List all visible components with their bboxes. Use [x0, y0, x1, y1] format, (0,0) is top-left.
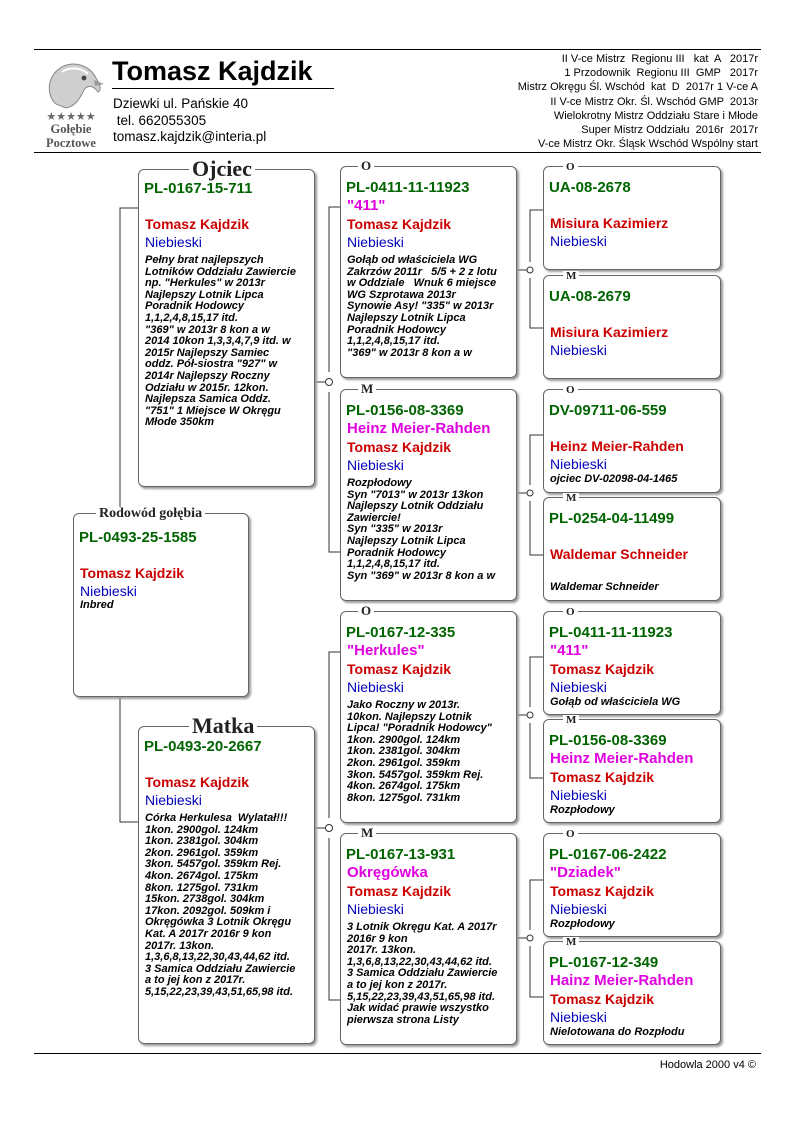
- breeder-name: Tomasz Kajdzik: [347, 661, 451, 677]
- pigeon-name: "411": [347, 197, 386, 214]
- ring-number: PL-0493-20-2667: [144, 738, 262, 755]
- female-label: M: [563, 937, 579, 948]
- breeder-name: Misiura Kazimierz: [550, 215, 669, 231]
- pigeon-card-subject[interactable]: [73, 513, 249, 697]
- pigeon-name: Heinz Meier-Rahden: [550, 750, 694, 767]
- ring-number: UA-08-2678: [549, 179, 631, 196]
- ring-number: PL-0167-06-2422: [549, 846, 667, 863]
- pigeon-card-mmf[interactable]: [543, 833, 721, 937]
- ring-number: PL-0167-15-711: [144, 180, 253, 197]
- pigeon-color: [550, 563, 720, 581]
- father-label: Ojciec: [189, 158, 255, 180]
- pigeon-card-fmf[interactable]: [543, 389, 721, 493]
- pigeon-color: Niebieski: [550, 901, 607, 917]
- pigeon-description: Jako Roczny w 2013r. 10kon. Najlepszy Lotnik Lipca! "Poradnik Hodowcy" 1kon. 2900gol. 124km 1kon. 2381gol. 304km 2kon. 2961gol. 359km 3kon. 5457gol. 359km Rej. 4kon. 2674gol. 175km 8kon. 1275gol. 731km: [347, 699, 492, 804]
- pigeon-name: [544, 197, 720, 214]
- pigeon-description: ojciec DV-02098-04-1465: [550, 473, 678, 485]
- ring-number: PL-0411-11-11923: [549, 624, 673, 641]
- ring-number: DV-09711-06-559: [549, 402, 667, 419]
- owner-email: tomasz.kajdzik@interia.pl: [113, 129, 267, 144]
- pigeon-description: Córka Herkulesa Wylatał!!! 1kon. 2900gol. 124km 1kon. 2381gol. 304km 2kon. 2961gol. 359km 3kon. 5457gol. 359km Rej. 4kon. 2674gol. 175km 8kon. 1275gol. 731km 15kon. 2738gol. 304km 17kon. 2092gol. 509km i Okręgówka 3 Lotnik Okręgu Kat. A 2017r 2016r 9 kon 2017r. 13kon. 1,3,6,8,13,22,30,43,44,62 itd. 3 Samica Oddziału Zawiercie a to jej kon z 2017r. 5,15,22,23,39,43,51,65,98 itd.: [145, 812, 296, 998]
- pigeon-color: Niebieski: [550, 679, 607, 695]
- pigeon-name: [544, 306, 720, 323]
- pigeon-color: Niebieski: [145, 234, 202, 250]
- pigeon-color: Niebieski: [550, 342, 607, 358]
- pigeon-name: Heinz Meier-Rahden: [347, 420, 491, 437]
- female-label: M: [563, 271, 579, 282]
- pigeon-card-mmm[interactable]: [543, 941, 721, 1045]
- pigeon-name: "Dziadek": [550, 864, 621, 881]
- svg-text:★★★★★: ★★★★★: [46, 110, 96, 123]
- pigeon-description: Pełny brat najlepszych Lotników Oddziału Zawiercie np. "Herkules" w 2013r Najlepszy Lotnik Lipca Poradnik Hodowcy 1,1,2,4,8,15,17 itd. "369" w 2013r 8 kon a w 2014 10kon 1,3,3,4,7,9 itd. w 2015r Najlepszy Samiec oddz. Pół-siostra "927" w 2014r Najlepszy Roczny Odziału w 2015r. 12kon. Najlepsza Samica Oddz. "751" 1 Miejsce W Okręgu Młode 350km: [145, 254, 296, 429]
- breeder-name: Tomasz Kajdzik: [347, 216, 451, 232]
- pigeon-color: Niebieski: [550, 1009, 607, 1025]
- footer-rule: [34, 1053, 761, 1054]
- ring-number: PL-0156-08-3369: [549, 732, 667, 749]
- breeder-name: Tomasz Kajdzik: [550, 991, 654, 1007]
- breeder-name: Tomasz Kajdzik: [80, 565, 184, 581]
- pigeon-card-mfm[interactable]: [543, 719, 721, 823]
- ring-number: PL-0411-11-11923: [346, 179, 470, 196]
- pigeon-name: Okręgówka: [347, 864, 428, 881]
- subject-label: Rodowód gołębia: [96, 507, 205, 521]
- pigeon-name: [544, 420, 720, 437]
- breeder-name: Tomasz Kajdzik: [145, 774, 249, 790]
- female-label: M: [563, 493, 579, 504]
- breeder-titles: II V-ce Mistrz Regionu III kat A 2017r 1 Przodownik Regionu III GMP 2017r Mistrz Okręgu Śl. Wschód kat D 2017r 1 V-ce A II V-ce Mistrz Okr. Śl. Wschód GMP 2013r Wielokrotny Mistrz Oddziału Stare i Młode Super Mistrz Oddziału 2016r 2017r V-ce Mistrz Okr. Śląsk Wschód Wspólny start: [517, 53, 758, 151]
- ring-number: PL-0167-12-349: [549, 954, 659, 971]
- pigeon-description: Rozpłodowy Syn "7013" w 2013r 13kon Najlepszy Lotnik Oddziału Zawiercie! Syn "335" w 2013r Najlepszy Lotnik Lipca Poradnik Hodowcy 1,1,2,4,8,15,17 itd. Syn "369" w 2013r 8 kon a w: [347, 477, 496, 582]
- breeder-name: Tomasz Kajdzik: [550, 661, 654, 677]
- ring-number: PL-0167-13-931: [346, 846, 456, 863]
- pigeon-color: Niebieski: [347, 901, 404, 917]
- pigeon-description: Rozpłodowy: [550, 804, 615, 816]
- male-label: O: [563, 607, 578, 618]
- male-label: O: [563, 829, 578, 840]
- pigeon-card-mother[interactable]: [138, 726, 315, 1044]
- pigeon-color: Niebieski: [347, 457, 404, 473]
- pigeon-card-ffm[interactable]: [543, 275, 721, 379]
- female-label: M: [563, 715, 579, 726]
- breeder-name: Tomasz Kajdzik: [550, 769, 654, 785]
- pigeon-description: Gołąb od właściciela WG: [550, 696, 681, 708]
- pigeon-name: "411": [550, 642, 589, 659]
- owner-name: Tomasz Kajdzik: [112, 54, 334, 89]
- male-label: O: [563, 162, 578, 173]
- pigeon-color: Niebieski: [550, 233, 607, 249]
- mother-label: Matka: [189, 715, 257, 737]
- pigeon-card-mother-father[interactable]: [340, 611, 517, 823]
- ring-number: PL-0167-12-335: [346, 624, 456, 641]
- pigeon-color: Niebieski: [347, 234, 404, 250]
- pigeon-card-mother-mother[interactable]: [340, 833, 517, 1045]
- ring-number: PL-0254-04-11499: [549, 510, 675, 527]
- pigeon-card-father-mother[interactable]: [340, 389, 517, 601]
- ring-number: UA-08-2679: [549, 288, 631, 305]
- logo-text: Gołębie Pocztowe: [46, 122, 96, 150]
- ring-number: PL-0156-08-3369: [346, 402, 464, 419]
- pigeon-name: [139, 198, 314, 215]
- pigeon-color: Niebieski: [145, 792, 202, 808]
- pigeon-name: [139, 756, 314, 773]
- pigeon-card-fff[interactable]: [543, 166, 721, 270]
- male-label: O: [358, 604, 374, 618]
- breeder-name: Tomasz Kajdzik: [145, 216, 249, 232]
- pigeon-card-father[interactable]: [138, 169, 315, 487]
- breeder-name: Tomasz Kajdzik: [347, 439, 451, 455]
- pigeon-description: Inbred: [80, 599, 114, 611]
- owner-address: Dziewki ul. Pańskie 40: [113, 96, 249, 111]
- breeder-name: Waldemar Schneider: [550, 546, 688, 562]
- pigeon-color: Niebieski: [550, 787, 607, 803]
- ring-number: PL-0493-25-1585: [79, 529, 197, 546]
- breeder-name: Heinz Meier-Rahden: [550, 438, 684, 454]
- pigeon-description: Waldemar Schneider: [550, 581, 659, 593]
- female-label: M: [358, 826, 376, 840]
- pigeon-card-fmm[interactable]: [543, 497, 721, 601]
- pigeon-color: Niebieski: [80, 583, 137, 599]
- pigeon-card-father-father[interactable]: [340, 166, 517, 378]
- pigeon-description: Nielotowana do Rozpłodu: [550, 1026, 685, 1038]
- pigeon-name: "Herkules": [347, 642, 425, 659]
- female-label: M: [358, 382, 376, 396]
- pigeon-card-mff[interactable]: [543, 611, 721, 715]
- pigeon-name: [74, 547, 248, 564]
- pigeon-description: 3 Lotnik Okręgu Kat. A 2017r 2016r 9 kon 2017r. 13kon. 1,3,6,8,13,22,30,43,44,62 itd. 3 Samica Oddziału Zawiercie a to jej kon z 2017r. 5,15,22,23,39,43,51,65,98 itd. Jak widać prawie wszystko pierwsza strona Listy: [347, 921, 498, 1026]
- pigeon-name: Hainz Meier-Rahden: [550, 972, 694, 989]
- pigeon-description: Gołąb od właściciela WG Zakrzów 2011r 5/5 + 2 z lotu w Oddziale Wnuk 6 miejsce WG Szprotawa 2013r Synowie Asy! "335" w 2013r Najlepszy Lotnik Lipca Poradnik Hodowcy 1,1,2,4,8,15,17 itd. "369" w 2013r 8 kon a w: [347, 254, 497, 359]
- male-label: O: [358, 159, 374, 173]
- breeder-name: Tomasz Kajdzik: [550, 883, 654, 899]
- footer-credit: Hodowla 2000 v4 ©: [659, 1059, 756, 1071]
- pigeon-name: [544, 528, 720, 545]
- pigeon-color: Niebieski: [347, 679, 404, 695]
- pigeon-color: Niebieski: [550, 456, 607, 472]
- male-label: O: [563, 385, 578, 396]
- breeder-name: Tomasz Kajdzik: [347, 883, 451, 899]
- owner-phone: tel. 662055305: [113, 112, 207, 128]
- breeder-name: Misiura Kazimierz: [550, 324, 669, 340]
- pigeon-description: Rozpłodowy: [550, 918, 615, 930]
